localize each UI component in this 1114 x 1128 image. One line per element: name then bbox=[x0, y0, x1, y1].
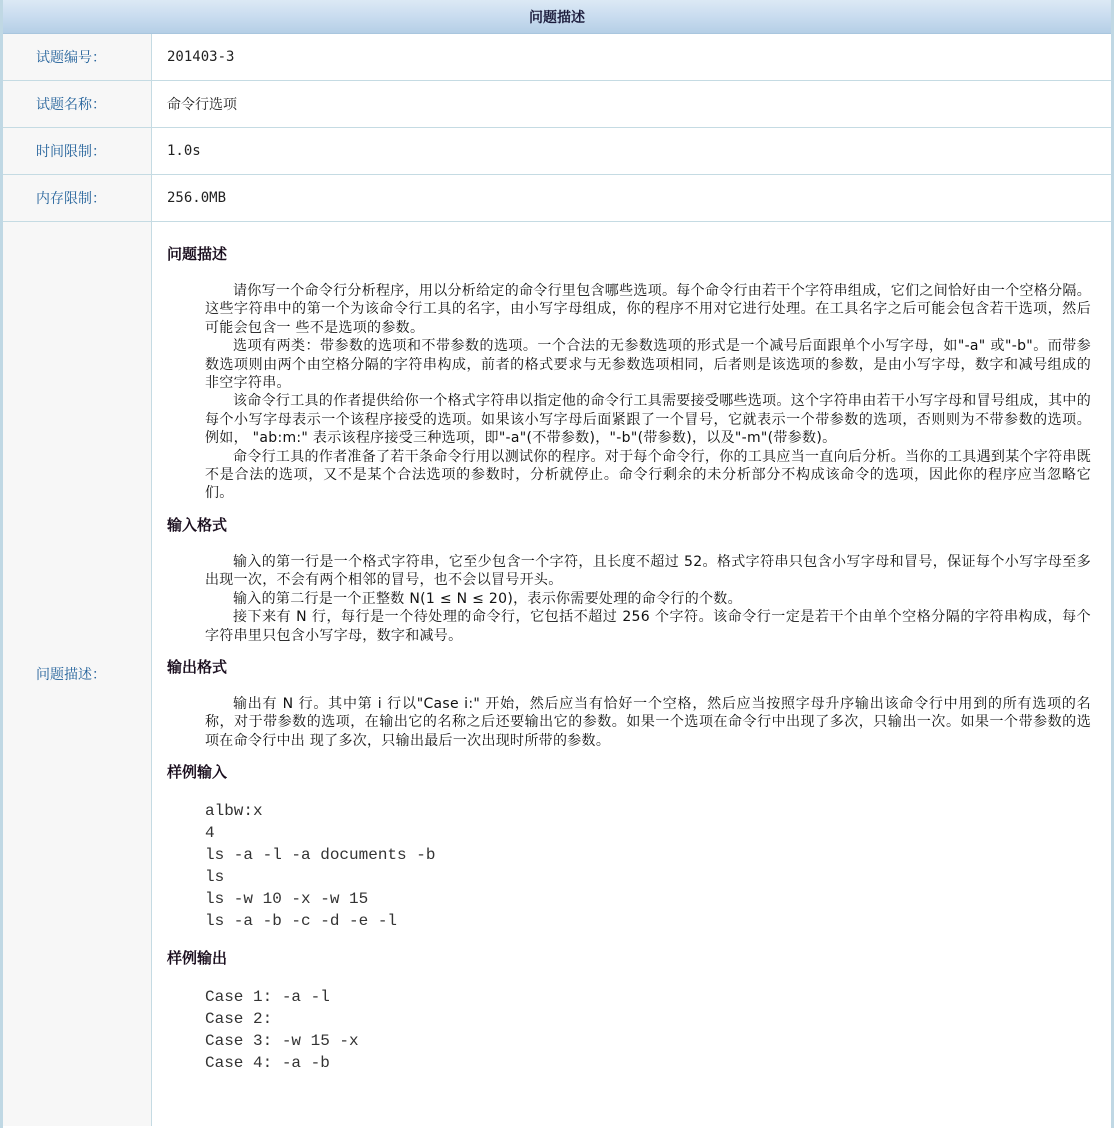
code-line: Case 1: -a -l bbox=[205, 988, 330, 1007]
problem-id-label: 试题编号： bbox=[3, 34, 152, 80]
section-title-problem: 问题描述 bbox=[167, 245, 228, 263]
section-title-input-format: 输入格式 bbox=[167, 515, 228, 534]
section-title-output-format: 输出格式 bbox=[167, 657, 228, 676]
header-title: 问题描述 bbox=[529, 9, 585, 26]
code-line: Case 4: -a -b bbox=[205, 1054, 330, 1073]
description-content bbox=[152, 222, 1111, 1126]
info-row-memory-limit bbox=[3, 175, 1111, 222]
section-body-output-format bbox=[167, 695, 1091, 750]
code-line: ls bbox=[205, 868, 225, 887]
paragraph: 请你写一个命令行分析程序，用以分析给定的命令行里包含哪些选项。每个命令行由若干个字符串组成，它们之间恰好由一个空格分隔。这些字符串中的第一个为该命令行工具的名字，由小写字母组成，你的程序不用对它进行处理。在工具名字之后可能会包含若干选项，然后可能会包含一 些不是选项的参数。 bbox=[205, 283, 1091, 336]
paragraph: 输入的第一行是一个格式字符串，它至少包含一个字符，且长度不超过 52。格式字符串只包含小写字母和冒号，保证每个小写字母至多出现一次，不会有两个相邻的冒号，也不会以冒号开头。 bbox=[205, 553, 1091, 589]
paragraph: 输出有 N 行。其中第 i 行以"Case i:" 开始，然后应当有恰好一个空格，然后应当按照字母升序输出该命令行中用到的所有选项的名称，对于带参数的选项，在输出它的名称之后还要输出它的参数。如果一个选项在命令行中出现了多次，只输出一次。如果一个带参数的选项在命令行中出 现了多次，只输出最后一次出现时所带的参数。 bbox=[205, 695, 1091, 749]
sample-input-code bbox=[167, 800, 1091, 932]
sample-output-code bbox=[167, 986, 1091, 1074]
problem-name-label: 试题名称： bbox=[3, 81, 152, 127]
code-line: Case 2: bbox=[205, 1010, 273, 1029]
code-line: 4 bbox=[205, 824, 215, 843]
code-line: ls -w 10 -x -w 15 bbox=[205, 890, 369, 909]
paragraph: 该命令行工具的作者提供给你一个格式字符串以指定他的命令行工具需要接受哪些选项。这个字符串由若干小写字母和冒号组成，其中的每个小写字母表示一个该程序接受的选项。如果该小写字母后面紧跟了一个冒号，它就表示一个带参数的选项，否则则为不带参数的选项。例如， "ab:m:" 表示该程序接受三种选项，即"-a"(不带参数)，"-b"(带参数)，以及"-m"(带参数)。 bbox=[205, 393, 1091, 447]
info-row-problem-name bbox=[3, 81, 1111, 128]
paragraph: 选项有两类：带参数的选项和不带参数的选项。一个合法的无参数选项的形式是一个减号后面跟单个小写字母，如"-a" 或"-b"。而带参数选项则由两个由空格分隔的字符串构成，前者的格式要求与无参数选项相同，后者则是该选项的参数，是由小写字母，数字和减号组成的非空字符串。 bbox=[205, 338, 1091, 392]
info-row-time-limit bbox=[3, 128, 1111, 175]
page-header bbox=[3, 0, 1111, 34]
memory-limit-value: 256.0MB bbox=[167, 190, 227, 206]
code-line: albw:x bbox=[205, 802, 263, 821]
problem-id-value: 201403-3 bbox=[167, 49, 235, 65]
problem-name-value: 命令行选项 bbox=[167, 97, 237, 113]
code-line: ls -a -b -c -d -e -l bbox=[205, 912, 398, 931]
code-line: Case 3: -w 15 -x bbox=[205, 1032, 359, 1051]
code-line: ls -a -l -a documents -b bbox=[205, 846, 436, 865]
time-limit-value: 1.0s bbox=[167, 143, 201, 159]
section-title-sample-input: 样例输入 bbox=[167, 763, 228, 782]
paragraph: 命令行工具的作者准备了若干条命令行用以测试你的程序。对于每个命令行，你的工具应当一直向后分析。当你的工具遇到某个字符串既不是合法的选项，又不是某个合法选项的参数时，分析就停止。命令行剩余的未分析部分不构成该命令的选项，因此你的程序应当忽略它们。 bbox=[205, 448, 1091, 502]
time-limit-label: 时间限制： bbox=[3, 128, 152, 174]
memory-limit-label: 内存限制： bbox=[3, 175, 152, 221]
section-body-problem bbox=[167, 282, 1091, 503]
section-title-sample-output: 样例输出 bbox=[167, 949, 228, 968]
section-body-input-format bbox=[167, 553, 1091, 645]
description-label: 问题描述： bbox=[3, 222, 152, 1126]
info-row-description bbox=[3, 222, 1111, 1126]
paragraph: 接下来有 N 行，每行是一个待处理的命令行，它包括不超过 256 个字符。该命令行一定是若干个由单个空格分隔的字符串构成，每个字符串里只包含小写字母，数字和减号。 bbox=[205, 609, 1091, 644]
paragraph: 输入的第二行是一个正整数 N(1 ≤ N ≤ 20)，表示你需要处理的命令行的个数。 bbox=[233, 590, 742, 607]
info-row-problem-id bbox=[3, 34, 1111, 81]
